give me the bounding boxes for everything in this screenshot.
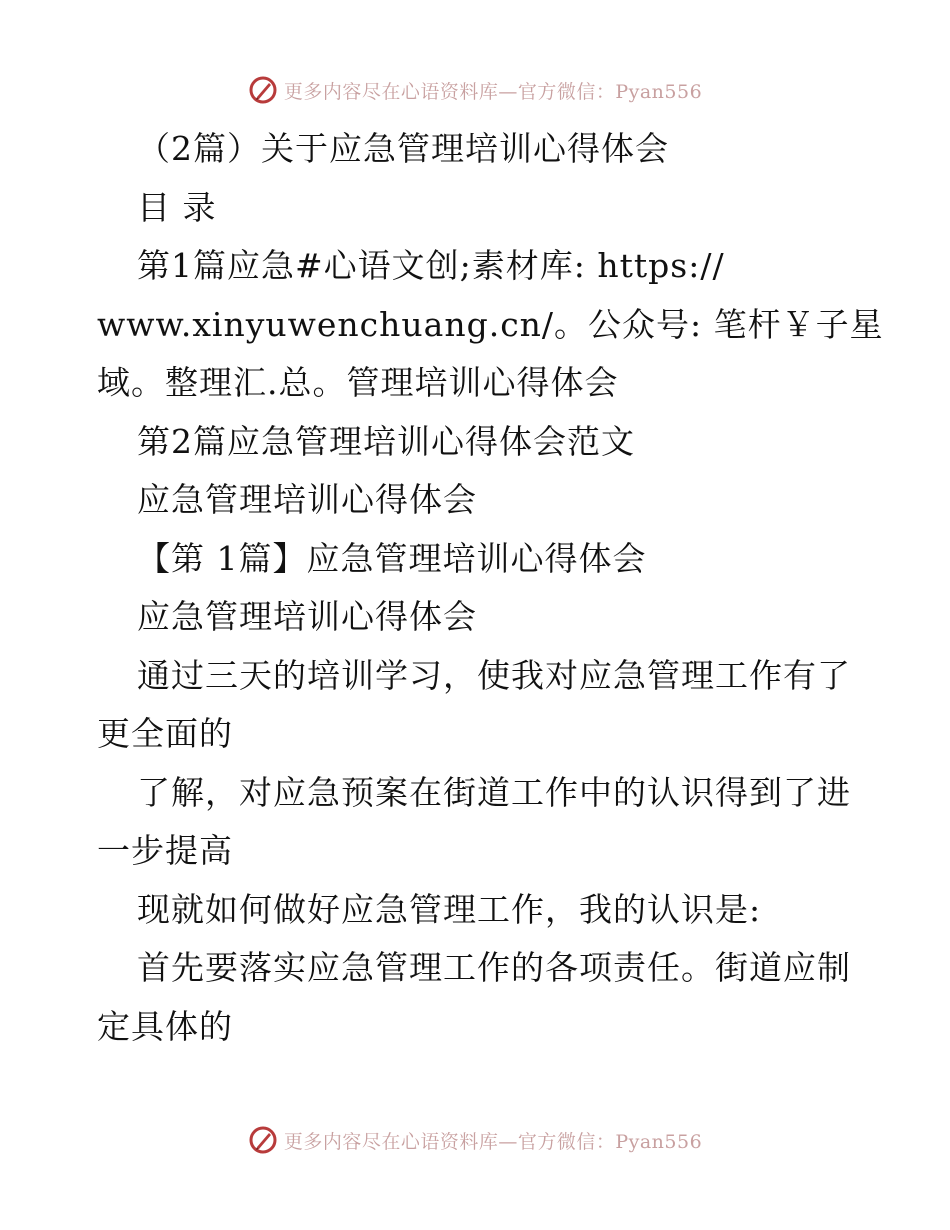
paragraph-line: 一步提高 bbox=[97, 831, 233, 870]
footer-watermark-banner bbox=[0, 1120, 950, 1160]
toc-entry-2: 第2篇应急管理培训心得体会范文 bbox=[137, 421, 635, 461]
paragraph-line: 通过三天的培训学习，使我对应急管理工作有了 bbox=[137, 655, 851, 695]
toc-entry-1-line-1: 第1篇应急#心语文创;素材库: https:// bbox=[137, 246, 725, 285]
quill-seal-icon bbox=[248, 75, 278, 105]
section-title: 应急管理培训心得体会 bbox=[137, 480, 477, 519]
document-body bbox=[97, 120, 884, 1056]
paragraph-line: 定具体的 bbox=[97, 1006, 233, 1046]
header-banner-text: 更多内容尽在心语资料库—官方微信：Pyan556 bbox=[283, 80, 703, 103]
toc-entry-1-line-3: 域。整理汇.总。管理培训心得体会 bbox=[97, 363, 619, 402]
chapter-subtitle: 应急管理培训心得体会 bbox=[137, 597, 477, 636]
footer-banner-text: 更多内容尽在心语资料库—官方微信：Pyan556 bbox=[283, 1130, 703, 1153]
toc-heading: 目 录 bbox=[137, 187, 217, 227]
paragraph-line: 了解，对应急预案在街道工作中的认识得到了进 bbox=[137, 772, 851, 812]
paragraph-line: 更全面的 bbox=[97, 714, 233, 753]
quill-seal-icon bbox=[248, 1125, 278, 1155]
chapter-heading: 【第 1篇】应急管理培训心得体会 bbox=[137, 538, 647, 578]
document-title: （2篇）关于应急管理培训心得体会 bbox=[137, 129, 669, 168]
toc-entry-1-line-2: www.xinyuwenchuang.cn/。公众号: 笔杆￥子星 bbox=[97, 304, 884, 344]
header-watermark-banner bbox=[0, 70, 950, 110]
paragraph-line: 首先要落实应急管理工作的各项责任。街道应制 bbox=[137, 948, 851, 987]
paragraph-line: 现就如何做好应急管理工作，我的认识是: bbox=[137, 889, 762, 929]
